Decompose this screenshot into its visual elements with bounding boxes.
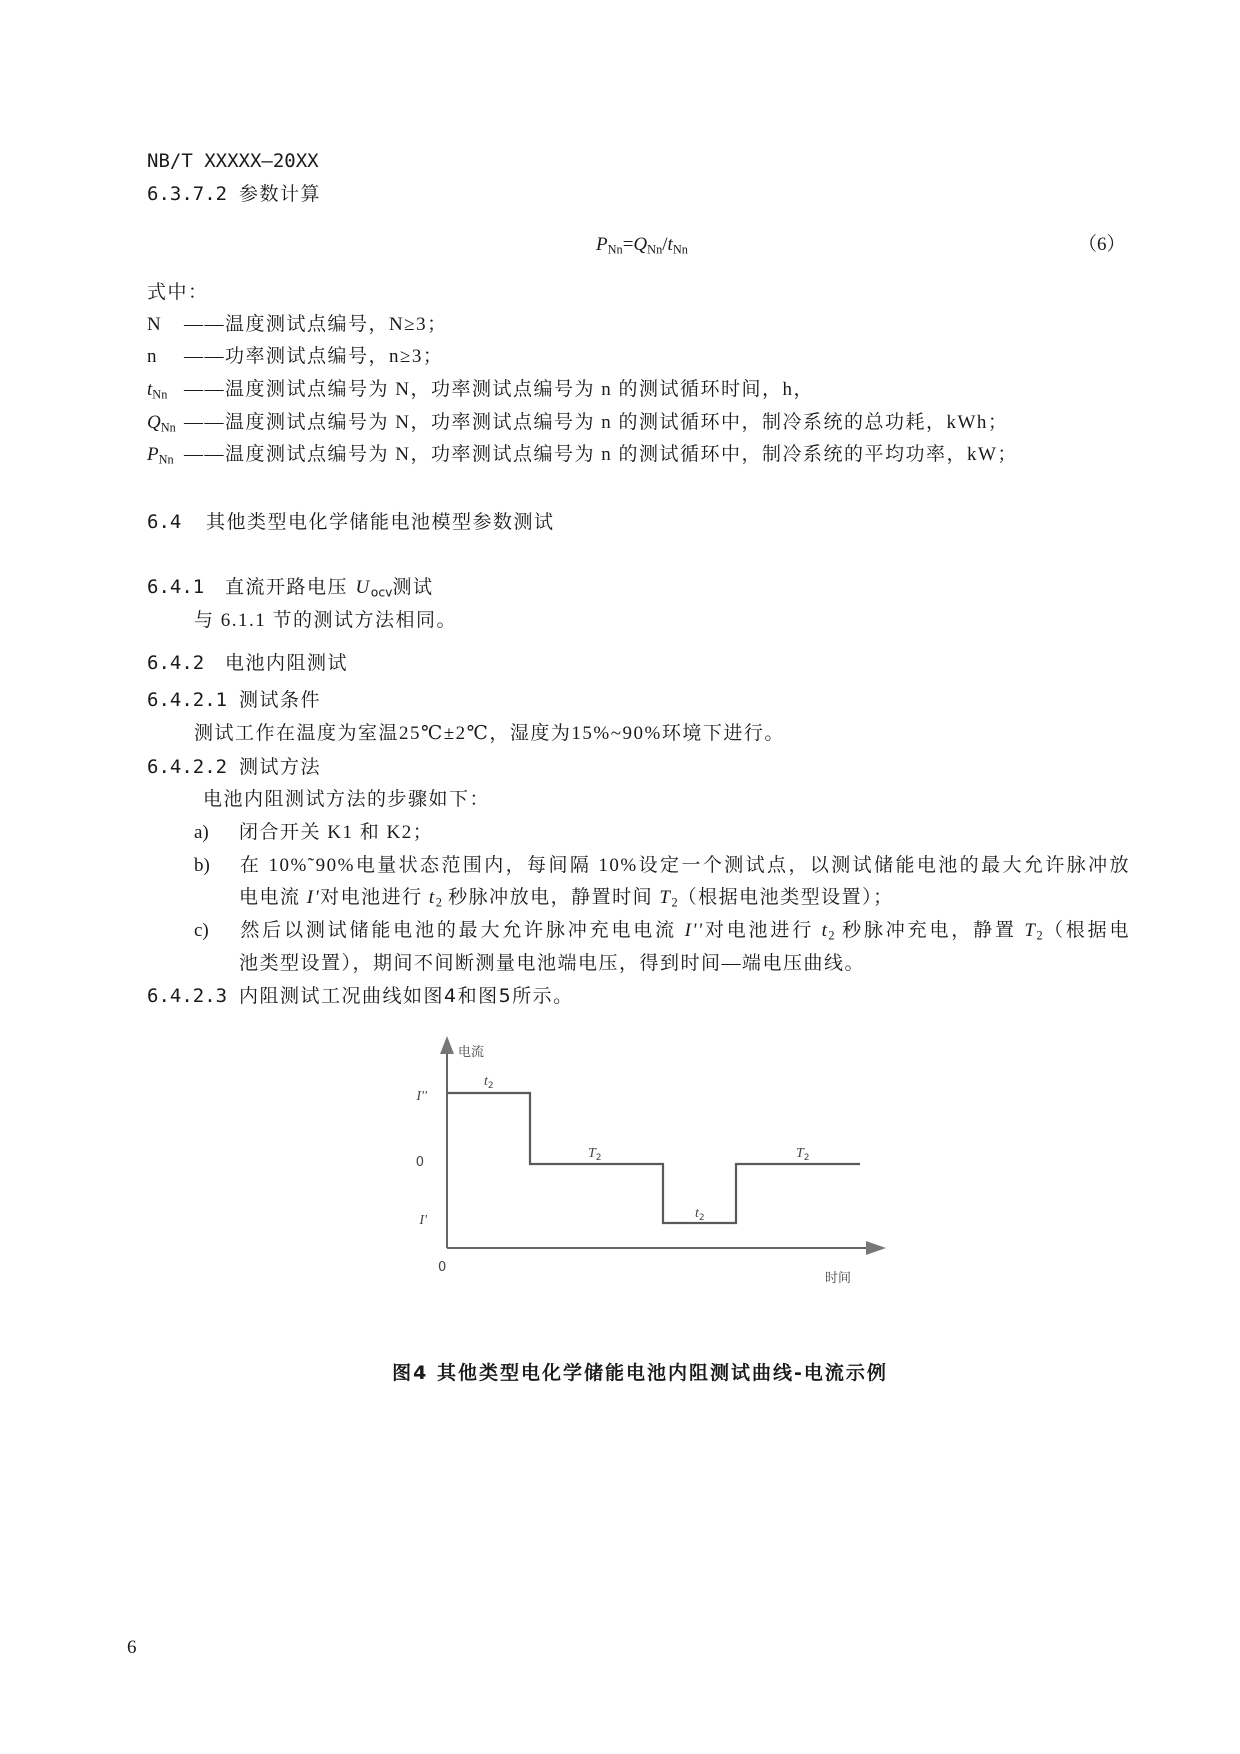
level-label-discharge-current: I' — [419, 1213, 427, 1228]
formula-energy-symbol: Q — [633, 234, 648, 255]
formula-slash: / — [662, 234, 668, 255]
step-label: c) — [194, 920, 209, 941]
variable-line — [147, 444, 1018, 466]
heading-number: 6.4.2 — [147, 652, 205, 674]
rest-time-symbol: T — [1024, 920, 1037, 941]
rest-time-subscript: 2 — [671, 895, 678, 910]
segment-symbol: t — [695, 1206, 699, 1221]
step-text: 秒脉冲放电，静置时间 — [441, 887, 660, 908]
heading-title-suffix: 测试 — [392, 576, 434, 598]
step-text: 对电池进行 — [320, 887, 429, 908]
variable-symbol — [147, 444, 184, 466]
segment-label — [796, 1146, 810, 1163]
origin-label: 0 — [438, 1260, 447, 1275]
variable-symbol: n — [147, 346, 157, 367]
standard-code: NB/T XXXXX—20XX — [147, 150, 319, 172]
discharge-current-symbol: I' — [306, 887, 321, 908]
variable-description: ——温度测试点编号，N≥3； — [184, 314, 448, 335]
formula-number: （6） — [1078, 234, 1126, 255]
same-method-text: 与 6.1.1 节的测试方法相同。 — [194, 610, 458, 631]
formula-energy-subscript: Nn — [647, 242, 663, 257]
pulse-time-subscript: 2 — [828, 928, 835, 943]
heading-6-4-1 — [147, 576, 433, 599]
segment-subscript: 2 — [595, 1153, 602, 1163]
pulse-time-subscript: 2 — [435, 895, 442, 910]
test-conditions-text: 测试工作在温度为室温25℃±2℃，湿度为15%~90%环境下进行。 — [194, 723, 785, 744]
heading-number: 6.4 — [147, 511, 182, 533]
segment-label — [695, 1206, 705, 1223]
step-b — [194, 855, 1130, 877]
formula-power-symbol: P — [596, 234, 608, 255]
heading-6-4-2-3 — [147, 985, 574, 1007]
variable-line — [147, 314, 448, 336]
heading-title: 参数计算 — [239, 183, 322, 205]
heading-title: 电池内阻测试 — [225, 652, 349, 674]
heading-title: 其他类型电化学储能电池模型参数测试 — [206, 511, 555, 533]
segment-label — [588, 1146, 602, 1163]
heading-number: 6.3.7.2 — [147, 183, 228, 205]
step-text: 电电流 — [239, 887, 307, 908]
variable-letter: Q — [147, 412, 161, 433]
heading-6-4-2-2 — [147, 756, 321, 778]
variable-subscript: Nn — [152, 387, 168, 402]
x-axis-label: 时间 — [825, 1271, 852, 1286]
step-text: （根据电 — [1042, 920, 1130, 941]
step-text: （根据电池类型设置）； — [677, 887, 894, 908]
page-number: 6 — [127, 1637, 137, 1658]
figure-4-current-curve — [400, 1030, 900, 1290]
formula-6 — [596, 234, 688, 256]
ocv-subscript: ocv — [370, 585, 393, 600]
variable-letter: t — [147, 379, 153, 400]
variable-symbol — [147, 379, 184, 401]
ocv-symbol: U — [355, 577, 371, 598]
x-axis-arrow — [866, 1241, 886, 1255]
step-label: b) — [194, 855, 210, 876]
heading-number: 6.4.2.3 — [147, 985, 228, 1007]
step-text: 对电池进行 — [703, 920, 822, 941]
level-label-zero: 0 — [415, 1155, 424, 1170]
variable-description: ——温度测试点编号为 N，功率测试点编号为 n 的测试循环时间，h， — [184, 379, 814, 400]
heading-6-4-2-1 — [147, 689, 321, 711]
variable-description: ——功率测试点编号，n≥3； — [184, 346, 444, 367]
level-label-charge-current: I'' — [416, 1089, 427, 1104]
segment-symbol: T — [588, 1146, 596, 1161]
segment-subscript: 2 — [803, 1153, 810, 1163]
step-label: a) — [194, 822, 209, 843]
heading-title: 内阻测试工况曲线如图4和图5所示。 — [239, 985, 574, 1007]
variable-description: ——温度测试点编号为 N，功率测试点编号为 n 的测试循环中，制冷系统的总功耗，kWh； — [184, 412, 1009, 433]
heading-number: 6.4.2.2 — [147, 756, 228, 778]
pulse-time-symbol: t — [428, 887, 436, 908]
variable-symbol — [147, 412, 184, 434]
variable-letter: P — [147, 444, 159, 465]
step-c — [194, 920, 1130, 942]
rest-time-symbol: T — [659, 887, 672, 908]
step-a — [194, 822, 433, 844]
step-text: 然后以测试储能电池的最大允许脉冲充电电流 — [239, 920, 685, 941]
heading-title: 测试条件 — [239, 689, 322, 711]
heading-number: 6.4.1 — [147, 576, 205, 598]
segment-subscript: 2 — [487, 1081, 494, 1091]
rest-time-subscript: 2 — [1036, 928, 1043, 943]
step-c-continued: 池类型设置），期间不间断测量电池端电压，得到时间—端电压曲线。 — [239, 953, 866, 974]
variable-line — [147, 379, 814, 401]
pulse-time-symbol: t — [821, 920, 829, 941]
step-text: 在 10%˜90%电量状态范围内，每间隔 10%设定一个测试点，以测试储能电池的最大允许脉冲放 — [239, 855, 1130, 876]
figure-caption: 图4 其他类型电化学储能电池内阻测试曲线-电流示例 — [392, 1362, 888, 1384]
step-text: 秒脉冲充电，静置 — [834, 920, 1025, 941]
y-axis-arrow — [440, 1036, 454, 1054]
variable-subscript: Nn — [160, 420, 176, 435]
y-axis-label: 电流 — [458, 1045, 485, 1060]
formula-power-subscript: Nn — [607, 242, 623, 257]
heading-number: 6.4.2.1 — [147, 689, 228, 711]
formula-time-subscript: Nn — [672, 242, 688, 257]
step-b-continued — [239, 887, 894, 909]
formula-equals: = — [622, 234, 634, 255]
heading-6-3-7-2 — [147, 183, 321, 205]
step-text: 闭合开关 K1 和 K2； — [239, 822, 434, 843]
variable-line — [147, 412, 1008, 434]
charge-current-symbol: I'' — [684, 920, 704, 941]
heading-title: 直流开路电压 — [225, 576, 356, 598]
variable-subscript: Nn — [158, 452, 174, 467]
heading-title: 测试方法 — [239, 756, 322, 778]
heading-6-4 — [147, 511, 555, 533]
variable-symbol: N — [147, 314, 161, 335]
where-label: 式中： — [147, 281, 209, 303]
segment-symbol: T — [796, 1146, 804, 1161]
heading-6-4-2 — [147, 652, 348, 674]
variable-description: ——温度测试点编号为 N，功率测试点编号为 n 的测试循环中，制冷系统的平均功率，kW； — [184, 444, 1018, 465]
variable-line — [147, 346, 443, 368]
segment-subscript: 2 — [698, 1213, 705, 1223]
segment-label — [484, 1074, 494, 1091]
segment-symbol: t — [484, 1074, 488, 1089]
formula-time-symbol: t — [667, 234, 673, 255]
steps-intro: 电池内阻测试方法的步骤如下： — [203, 789, 491, 810]
